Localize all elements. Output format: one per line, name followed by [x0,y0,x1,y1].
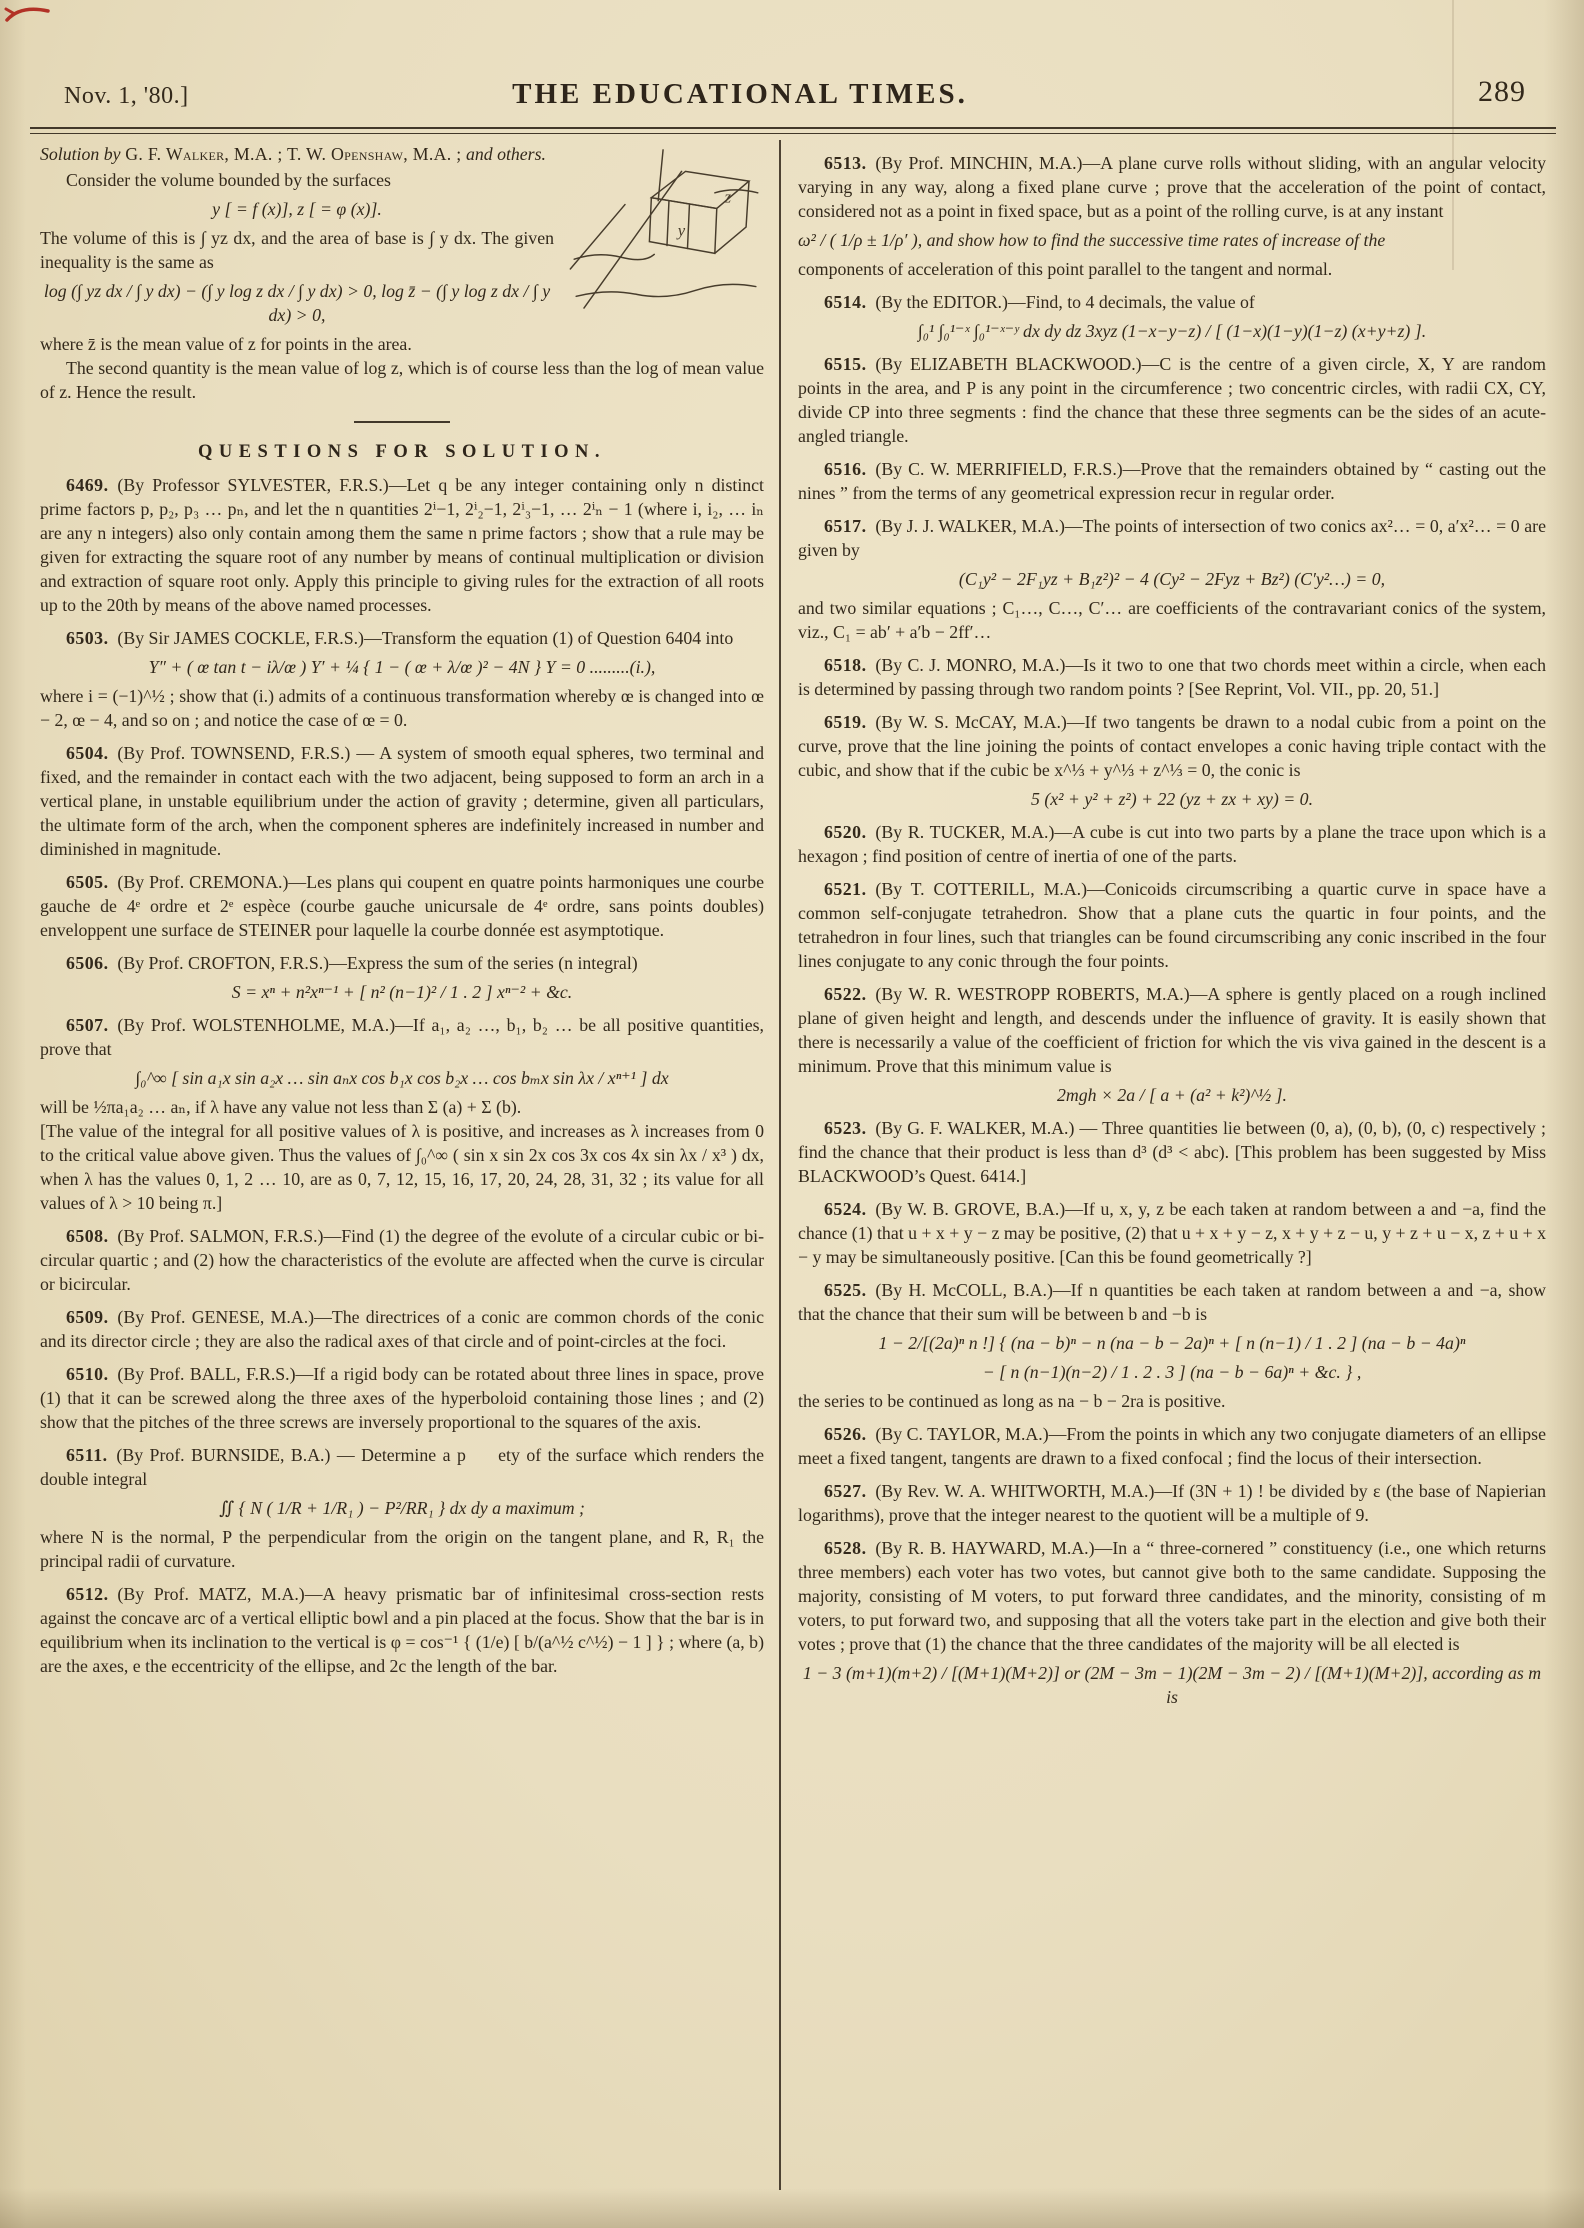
question-text: 6519. (By W. S. McCAY, M.A.)—If two tangents be drawn to a nodal cubic from a point on the curve, prove that the line joining the points of contact envelopes a conic having triple contact with the cubic, and show that if the cubic be x^⅓ + y^⅓ + z^⅓ = 0, the conic is [798,712,1546,780]
diagram-label-z: z [724,187,732,207]
question-text: 6503. (By Sir JAMES COCKLE, F.R.S.)—Transform the equation (1) of Question 6404 into [66,628,734,649]
question-number: 6528. [824,1538,867,1558]
question-item [40,626,764,732]
solution-paragraph: The volume of this is ∫ yz dx, and the area of base is ∫ y dx. The given inequality is the same as [40,228,554,272]
question-text: 6516. (By C. W. MERRIFIELD, F.R.S.)—Prove that the remainders obtained by “ casting out the nines ” from the terms of any geometrical expression recur in regular order. [798,459,1546,503]
questions-column-right [798,151,1546,1709]
question-item [798,1197,1546,1269]
question-text: 6518. (By C. J. MONRO, M.A.)—Is it two to one that two chords meet within a circle, when each is determined by passing through two random points ? [See Reprint, Vol. VII., pp. 20, 51.] [798,655,1546,699]
formula: S = xⁿ + n²xⁿ⁻¹ + [ n² (n−1)² / 1 . 2 ] xⁿ⁻² + &c. [231,982,573,1003]
byline-prefix: Solution by [40,144,121,164]
question-text: 6513. (By Prof. MINCHIN, M.A.)—A plane curve rolls without sliding, with an angular velocity varying in any way, along a fixed plane curve ; prove that the acceleration of the point of contact, considered not as a point in fixed space, but as a point of the rolling curve, is at any instant [798,153,1546,221]
formula: ∫₀^∞ [ sin a₁x sin a₂x … sin aₙx cos b₁x cos b₂x … cos bₘx sin λx / xⁿ⁺¹ ] dx [135,1068,669,1089]
question-text: 6521. (By T. COTTERILL, M.A.)—Conicoids circumscribing a quartic curve in space have a common self-conjugate tetrahedron. Show that a plane cuts the quartic in four points, and the tetrahedron in four lines, such that triangles can be found circumscribing any conic inscribed in the four lines conjugate to any conic through the four points. [798,879,1546,971]
question-continuation: [The value of the integral for all positive values of λ is positive, and increases as λ increases from 0 to the critical value above given. Thus the values of ∫₀^∞ ( sin x sin 2x cos 3x cos 4x sin λx / x³ ) dx, when λ has the values 0, 1, 2 … 10, are as 0, 7, 12, 15, 16, 17, 20, 24, 28, 31, 32 ; its value for all values of λ > 10 being π.] [40,1121,764,1214]
question-number: 6520. [824,822,867,842]
question-item [40,1013,764,1215]
formula: 1 − 3 (m+1)(m+2) / [(M+1)(M+2)] or (2M − 3m − 1)(2M − 3m − 2) / [(M+1)(M+2)], according as m is [802,1663,1542,1707]
formula: y [ = f (x)], z [ = φ (x)]. [212,199,382,219]
question-text: 6528. (By R. B. HAYWARD, M.A.)—In a “ three-cornered ” constituency (i.e., one which returns three members) each voter has two votes, but cannot give both to the same candidate. Supposing the majority, consisting of M voters, to put forward three candidates, and the minority, consisting of m voters, to put forward two, and supposing that all the voters take part in the election and give both their votes ; prove that (1) the chance that the three candidates of the majority will be all elected is [798,1538,1546,1654]
question-text: 6523. (By G. F. WALKER, M.A.) — Three quantities lie between (0, a), (0, b), (0, c) respectively ; find the chance that their product is less than d³ (d³ < abc). [This problem has been suggested by Miss BLACKWOOD’s Quest. 6414.] [798,1118,1546,1186]
question-text: 6510. (By Prof. BALL, F.R.S.)—If a rigid body can be rotated about three lines in space, prove (1) that it can be screwed along the three axes of the hyperboloid containing those lines ; and (2) show that the pitches of the three screws are inversely proportional to the squares of the axis. [40,1364,764,1433]
question-number: 6524. [824,1199,867,1219]
question-number: 6527. [824,1481,867,1501]
question-number: 6513. [824,153,867,173]
volume-diagram [568,144,764,310]
question-text: 6527. (By Rev. W. A. WHITWORTH, M.A.)—If (3N + 1) ! be divided by ε (the base of Napierian logarithms), prove that the integer nearest to the quotient will be a multiple of 9. [798,1481,1546,1525]
formula: − [ n (n−1)(n−2) / 1 . 2 . 3 ] (na − b − 6a)ⁿ + &c. } , [982,1362,1362,1382]
question-number: 6512. [66,1584,109,1605]
question-item [798,352,1546,448]
question-item [40,1305,764,1353]
formula: log (∫ yz dx / ∫ y dx) − (∫ y log z dx / ∫ y dx) > 0, log z̄ − (∫ y log z dx / ∫ y dx) > 0, [43,281,551,325]
formula: (C₁y² − 2F₁yz + B₁z²)² − 4 (Cy² − 2Fyz + Bz²) (C′y²…) = 0, [958,569,1386,589]
question-text: 6508. (By Prof. SALMON, F.R.S.)—Find (1) the degree of the evolute of a circular cubic or bi-circular quartic ; and (2) how the characteristics of the evolute are affected when the curve is circular or bicircular. [40,1226,764,1295]
solution-block [40,142,764,404]
question-item [798,1278,1546,1413]
red-pen-mark [4,2,64,28]
question-number: 6506. [66,953,109,974]
question-item [798,457,1546,505]
question-item [798,1536,1546,1709]
question-number: 6526. [824,1424,867,1444]
question-continuation: components of acceleration of this point parallel to the tangent and normal. [798,259,1333,279]
question-text: 6514. (By the EDITOR.)—Find, to 4 decimals, the value of [824,292,1255,312]
question-text: 6525. (By H. McCOLL, B.A.)—If n quantities be each taken at random between a and −a, show that the chance that their sum will be between b and −b is [798,1280,1546,1324]
question-text: 6520. (By R. TUCKER, M.A.)—A cube is cut into two parts by a plane the trace upon which is a hexagon ; find position of centre of inertia of one of the parts. [798,822,1546,866]
question-item [40,741,764,861]
question-text: 6469. (By Professor SYLVESTER, F.R.S.)—Let q be any integer containing only n distinct prime factors p, p₂, p₃ … pₙ, and let the n quantities 2ⁱ−1, 2ⁱ₂−1, 2ⁱ₃−1, … 2ⁱₙ − 1 (where i, i₂, … iₙ are any n integers) also only contain among them the same n prime factors ; show that a rule may be given for extracting the square root of any number by means of continual multiplication or division and extraction of square root only. Apply this principle to giving rules for the extraction of all roots up to the 20th by means of the above named processes. [40,475,764,616]
question-number: 6510. [66,1364,109,1385]
question-item [798,514,1546,644]
question-number: 6507. [66,1015,109,1036]
question-number: 6516. [824,459,867,479]
solution-paragraph: Consider the volume bounded by the surfaces [66,170,391,190]
question-item [798,1116,1546,1188]
question-continuation: where N is the normal, P the perpendicular from the origin on the tangent plane, and R, R₁ the principal radii of curvature. [40,1527,764,1572]
question-text: 6522. (By W. R. WESTROPP ROBERTS, M.A.)—A sphere is gently placed on a rough inclined plane of given height and length, and descends under the influence of gravity. It is easily shown that there is necessarily a value of the coefficient of friction for which the vis viva gained in the descent is a minimum. Prove that this minimum value is [798,984,1546,1076]
question-continuation: the series to be continued as long as na − b − 2ra is positive. [798,1391,1226,1411]
question-item [798,820,1546,868]
diagram-label-y: y [677,220,686,240]
formula: 5 (x² + y² + z²) + 22 (yz + zx + xy) = 0. [1030,789,1314,809]
question-continuation: where i = (−1)^½ ; show that (i.) admits of a continuous transformation whereby œ is changed into œ − 2, œ − 4, and so on ; and notice the case of œ = 0. [40,686,764,731]
formula: ∬ { N ( 1/R + 1/R₁ ) − P²/RR₁ } dx dy a maximum ; [219,1498,585,1519]
question-item [798,1479,1546,1527]
question-item [798,151,1546,281]
questions-column-left [40,473,764,1678]
issue-date: Nov. 1, '80.] [64,83,189,109]
question-number: 6525. [824,1280,867,1300]
question-number: 6503. [66,628,109,649]
question-item [798,877,1546,973]
question-item [798,710,1546,811]
question-number: 6519. [824,712,867,732]
formula: 1 − 2/[(2a)ⁿ n !] { (na − b)ⁿ − n (na − b − 2a)ⁿ + [ n (n−1) / 1 . 2 ] (na − b − 4a)ⁿ [878,1333,1466,1353]
question-item [40,1362,764,1434]
page-number: 289 [1478,75,1526,108]
question-text: 6524. (By W. B. GROVE, B.A.)—If u, x, y, z be each taken at random between a and −a, find the chance (1) that u + x + y − z may be positive, (2) that u + x + y − z, x + y + z − u, y + z + u − x, z + u + x − y may be simultaneously positive. [Can this be found geometrically ?] [798,1199,1546,1267]
question-number: 6515. [824,354,867,374]
question-text: 6526. (By C. TAYLOR, M.A.)—From the points in which any two conjugate diameters of an ellipse meet a fixed tangent, tangents are drawn to a fixed confocal ; find the locus of their intersection. [798,1424,1546,1468]
question-text: 6506. (By Prof. CROFTON, F.R.S.)—Express the sum of the series (n integral) [66,953,638,974]
question-item [798,982,1546,1107]
question-number: 6469. [66,475,109,496]
question-item [40,951,764,1004]
question-text: 6504. (By Prof. TOWNSEND, F.R.S.) — A system of smooth equal spheres, two terminal and fixed, and the remainder in contact each with the two adjacent, being supposed to form an arch in a vertical plane, in unstable equilibrium under the action of gravity ; determine, given all particulars, the ultimate form of the arch, when the component spheres are indefinitely increased in number and diminished in magnitude. [40,743,764,860]
question-text: 6507. (By Prof. WOLSTENHOLME, M.A.)—If a₁, a₂ …, b₁, b₂ … be all positive quantities, prove that [40,1015,764,1060]
question-continuation: and two similar equations ; C₁…, C…, C′… are coefficients of the contravariant conics of the system, viz., C₁ = ab′ + a′b − 2ff′… [798,598,1546,642]
journal-title: THE EDUCATIONAL TIMES. [512,78,968,110]
question-number: 6521. [824,879,867,899]
column-divider [779,140,781,2190]
question-item [40,870,764,942]
question-text: 6509. (By Prof. GENESE, M.A.)—The directrices of a conic are common chords of the conic and its director circle ; they are also the radical axes of that circle and of point-circles at the foci. [40,1307,764,1352]
question-item [40,1224,764,1296]
header-rule [30,127,1556,134]
solution-paragraph: The second quantity is the mean value of log z, which is of course less than the log of mean value of z. Hence the result. [40,358,764,402]
question-item [40,1443,764,1573]
question-number: 6509. [66,1307,109,1328]
question-number: 6511. [66,1445,108,1466]
question-continuation: will be ½πa₁a₂ … aₙ, if λ have any value not less than Σ (a) + Σ (b). [40,1097,522,1118]
byline-suffix: and others. [461,144,546,164]
question-item [798,1422,1546,1470]
formula: ∫₀¹ ∫₀¹⁻ˣ ∫₀¹⁻ˣ⁻ʸ dx dy dz 3xyz (1−x−y−z) / [ (1−x)(1−y)(1−z) (x+y+z) ]. [917,321,1427,341]
question-number: 6523. [824,1118,867,1138]
question-number: 6514. [824,292,867,312]
solution-paragraph: where z̄ is the mean value of z for points in the area. [40,334,412,354]
question-item [798,653,1546,701]
question-number: 6505. [66,872,109,893]
question-item [798,290,1546,343]
question-item [40,1582,764,1678]
section-divider [354,421,450,423]
question-number: 6517. [824,516,867,536]
question-text: 6515. (By ELIZABETH BLACKWOOD.)—C is the centre of a given circle, X, Y are random points in the area, and P is any point in the circumference ; two concentric circles, with radii CX, CY, divide CP into three segments : find the chance that these three segments can be the sides of an acute-angled triangle. [798,354,1546,446]
question-text: 6512. (By Prof. MATZ, M.A.)—A heavy prismatic bar of infinitesimal cross-section rests against the concave arc of a vertical elliptic bowl and a pin placed at the focus. Show that the bar is in equilibrium when its inclination to the vertical is φ = cos⁻¹ { (1/e) [ b/(a^½ c^½) − 1 ] } ; where (a, b) are the axes, e the eccentricity of the ellipse, and 2c the length of the bar. [40,1584,764,1677]
formula: 2mgh × 2a / [ a + (a² + k²)^½ ]. [1057,1085,1287,1105]
question-text: 6517. (By J. J. WALKER, M.A.)—The points of intersection of two conics ax²… = 0, a′x²… = 0 are given by [798,516,1546,560]
question-number: 6508. [66,1226,109,1247]
formula: Y″ + ( œ tan t − iλ/œ ) Y′ + ¼ { 1 − ( œ + λ/œ )² − 4N } Y = 0 .........(i.), [148,657,656,678]
section-heading: QUESTIONS FOR SOLUTION. [197,442,607,463]
left-column [40,142,764,1678]
right-column [798,142,1546,1714]
question-item [40,473,764,617]
question-text: 6505. (By Prof. CREMONA.)—Les plans qui coupent en quatre points harmoniques une courbe gauche de 4ᵉ ordre et 2ᵉ espèce (courbe gauche unicursale de 4ᵉ ordre, sans points doubles) enveloppent une surface de STEINER pour laquelle la courbe donnée est asymptotique. [40,872,764,941]
question-number: 6518. [824,655,867,675]
question-number: 6504. [66,743,109,764]
formula: ω² / ( 1/ρ ± 1/ρ′ ), and show how to find the successive time rates of increase of the [798,230,1386,250]
byline-authors: G. F. Walker, M.A. ; T. W. Openshaw, M.A. ; [120,144,462,164]
question-text: 6511. (By Prof. BURNSIDE, B.A.) — Determine a p ety of the surface which renders the double integral [40,1445,764,1490]
question-number: 6522. [824,984,867,1004]
